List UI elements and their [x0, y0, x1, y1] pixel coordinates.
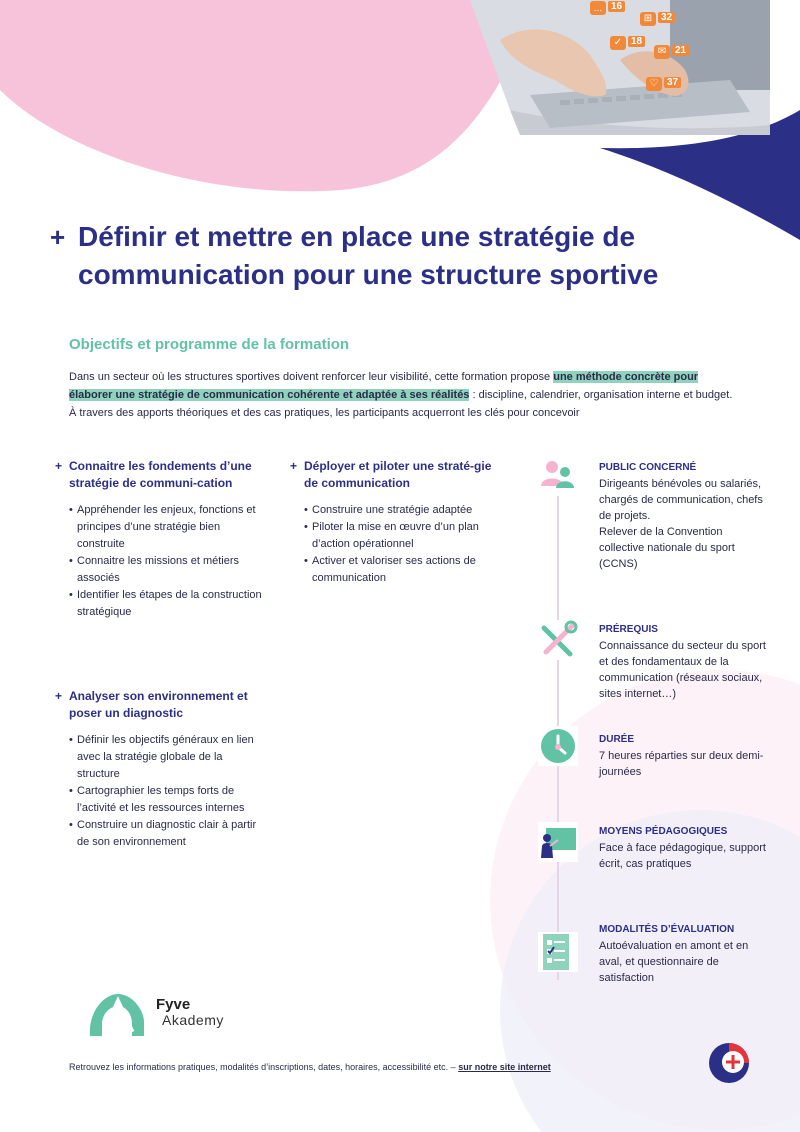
module-title: + Connaitre les fondements d’une stratégie de communi-cation: [55, 459, 252, 490]
list-item: • Construire un diagnostic clair à partir de son environnement: [69, 819, 257, 848]
plus-icon: +: [55, 689, 63, 703]
notification-count: 32: [658, 12, 675, 23]
tools-icon: [538, 620, 578, 660]
module-deployer: [290, 458, 500, 587]
list-item: • Connaitre les missions et métiers associés: [69, 555, 240, 584]
logo-subtitle: Akademy: [162, 1012, 224, 1028]
info-heading-duree: DURÉE: [599, 734, 635, 745]
list-item: • Cartographier les temps forts de l’activité et les ressources internes: [69, 785, 245, 814]
notification-comment: [590, 0, 626, 18]
logo-name: Fyve: [156, 996, 191, 1013]
notification-mail: [654, 44, 690, 62]
module-analyser: [55, 688, 265, 851]
clock-icon: [538, 726, 578, 766]
list-item: • Construire une stratégie adaptée: [304, 504, 473, 516]
list-item: • Définir les objectifs généraux en lien avec la stratégie globale de la structure: [69, 734, 254, 780]
list-item: • Activer et valoriser ses actions de communication: [304, 555, 476, 584]
page-title: [78, 218, 758, 294]
module-title: + Déployer et piloter une straté-gie de communication: [290, 459, 492, 490]
module-items: [55, 502, 265, 621]
module-title: + Analyser son environnement et poser un diagnostic: [55, 689, 248, 720]
notification-count: 16: [608, 1, 625, 12]
checklist-icon: [538, 932, 578, 972]
objectives-intro: [69, 368, 733, 422]
like-icon: ✓: [610, 36, 626, 50]
list-item: • Identifier les étapes de la construction stratégique: [69, 589, 262, 618]
module-items: [290, 502, 500, 587]
plus-icon: +: [50, 222, 66, 252]
objectives-heading: Objectifs et programme de la formation: [69, 336, 350, 353]
laptop-photo: [470, 0, 770, 135]
notification-count: 37: [664, 77, 681, 88]
list-item: • Appréhender les enjeux, fonctions et principes d’une stratégie bien construite: [69, 504, 256, 550]
info-text-evaluation: Autoévaluation en amont et en aval, et questionnaire de satisfaction: [599, 940, 749, 984]
info-heading-public: PUBLIC CONCERNÉ: [599, 462, 697, 473]
people-icon: [538, 456, 578, 496]
comment-icon: …: [590, 1, 606, 15]
intro-highlight: une méthode concrète pour élaborer une stratégie de communication cohérente et adaptée à ses réalités: [69, 371, 699, 401]
cart-icon: ⊞: [640, 12, 656, 26]
list-item: • Piloter la mise en œuvre d’un plan d’action opérationnel: [304, 521, 479, 550]
teacher-board-icon: [538, 822, 578, 862]
info-text-public: Dirigeants bénévoles ou salariés, chargés de communication, chefs de projets. Relever de la Convention collective nationale du sport (CCNS): [599, 478, 763, 570]
plus-icon: +: [55, 459, 63, 473]
plus-icon: +: [290, 459, 298, 473]
heart-icon: ♡: [646, 77, 662, 91]
footer-text: Retrouvez les informations pratiques, modalités d’inscriptions, dates, horaires, accessibilité etc. – sur notre site internet: [69, 1062, 551, 1072]
info-text-prerequis: Connaissance du secteur du sport et des fondamentaux de la communication (réseaux sociaux, sites internet…): [599, 640, 766, 700]
info-text-duree: 7 heures réparties sur deux demi-journées: [599, 750, 764, 778]
notification-count: 18: [628, 36, 645, 47]
info-heading-prerequis: PRÉREQUIS: [599, 624, 658, 635]
info-heading-evaluation: MODALITÉS D’ÉVALUATION: [599, 924, 735, 935]
module-items: [55, 732, 265, 851]
intro-text-before: Dans un secteur où les structures sportives doivent renforcer leur visibilité, cette formation propose: [69, 371, 554, 383]
page-title-line-2: communication pour une structure sportive: [78, 259, 659, 290]
intro-text-after: : discipline, calendrier, organisation interne et budget. À travers des apports théoriques et des cas pratiques, les participants acquerront les clés pour concevoir: [69, 389, 733, 419]
notification-count: 21: [672, 45, 689, 56]
mail-icon: ✉: [654, 45, 670, 59]
notification-heart: [646, 76, 682, 94]
module-fondements: [55, 458, 265, 621]
france-sport-badge: [708, 1042, 750, 1084]
page-title-line-1: Définir et mettre en place une stratégie de: [78, 221, 636, 252]
info-text-moyens: Face à face pédagogique, support écrit, cas pratiques: [599, 842, 766, 870]
info-heading-moyens: MOYENS PÉDAGOGIQUES: [599, 826, 728, 837]
notification-cart: [640, 11, 676, 29]
notification-like: [610, 35, 646, 53]
website-link[interactable]: sur notre site internet: [458, 1062, 551, 1072]
